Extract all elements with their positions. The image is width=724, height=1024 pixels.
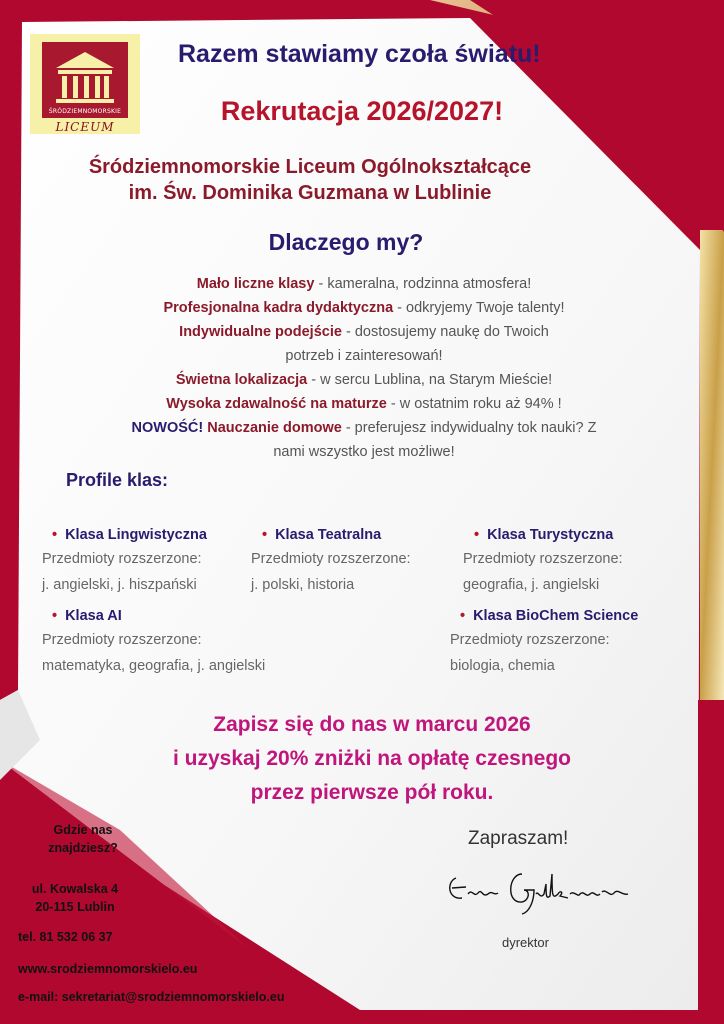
temple-icon (42, 42, 128, 118)
reason-item: Indywidualne podejście - dostosujemy naukę do Twoich potrzeb i zainteresowań! (179, 324, 549, 364)
school-name (30, 154, 590, 206)
class-card (52, 608, 122, 624)
class-card (474, 527, 613, 543)
bullet-icon: • (460, 608, 466, 624)
class-card (262, 527, 381, 543)
contact-heading: Gdzie nas znajdziesz? (48, 823, 118, 855)
promo-line1: Zapisz się do nas w marcu 2026 (213, 713, 531, 736)
class-subjects: Przedmioty rozszerzone: geografia, j. angielski (463, 551, 623, 593)
logo-name: ŚRÓDZIEMNOMORSKIE (48, 108, 122, 115)
address-city: 20-115 Lublin (35, 900, 115, 914)
invite-text: Zapraszam! (468, 828, 569, 849)
class-name: Klasa BioChem Science (473, 608, 639, 624)
class-subjects: Przedmioty rozszerzone: j. polski, historia (251, 551, 411, 593)
reason-item: NOWOŚĆ! Nauczanie domowe - preferujesz indywidualny tok nauki? Z nami wszystko jest możliwe! (131, 420, 597, 460)
bullet-icon: • (262, 527, 268, 543)
class-name: Klasa Teatralna (275, 527, 382, 543)
promo-line3: przez pierwsze pół roku. (250, 781, 494, 804)
class-subjects: Przedmioty rozszerzone: matematyka, geografia, j. angielski (42, 632, 266, 674)
school-name-line1: Śródziemnomorskie Liceum Ogólnokształcące (88, 156, 532, 178)
reason-item: Profesjonalna kadra dydaktyczna - odkryjemy Twoje talenty! (163, 300, 565, 316)
class-card (460, 608, 638, 624)
class-card (52, 527, 207, 543)
why-heading: Dlaczego my? (268, 229, 424, 255)
class-subjects: Przedmioty rozszerzone: biologia, chemia (450, 632, 610, 674)
bullet-icon: • (474, 527, 480, 543)
class-name: Klasa Turystyczna (487, 527, 614, 543)
bullet-icon: • (52, 527, 58, 543)
logo-subtitle: LICEUM (55, 120, 115, 134)
profiles-heading: Profile klas: (66, 470, 169, 490)
signature-role: dyrektor (502, 935, 549, 950)
school-name-line2: im. Św. Dominika Guzmana w Lublinie (128, 182, 492, 204)
promo-text (82, 708, 662, 810)
reasons-list (110, 272, 618, 464)
reason-item: Świetna lokalizacja - w sercu Lublina, na Starym Mieście! (175, 372, 553, 388)
class-name: Klasa AI (65, 608, 122, 624)
reason-item: Wysoka zdawalność na maturze - w ostatnim roku aż 94% ! (166, 396, 562, 412)
address-street: ul. Kowalska 4 (31, 882, 119, 896)
class-name: Klasa Lingwistyczna (65, 527, 207, 543)
contact-phone[interactable]: tel. 81 532 06 37 (18, 930, 113, 944)
recruitment-title: Rekrutacja 2026/2027! (220, 96, 504, 126)
school-logo (30, 34, 140, 134)
promo-line2: i uzyskaj 20% zniżki na opłatę czesnego (173, 747, 571, 770)
slogan: Razem stawiamy czoła światu! (178, 40, 541, 68)
logo-emblem (42, 42, 128, 118)
email-link[interactable]: e-mail: sekretariat@srodziemnomorskielo.eu (18, 990, 285, 1004)
reason-item: Mało liczne klasy - kameralna, rodzinna atmosfera! (196, 276, 532, 292)
contact-address (10, 880, 140, 916)
bullet-icon: • (52, 608, 58, 624)
website-link[interactable]: www.srodziemnomorskielo.eu (18, 962, 198, 976)
class-subjects: Przedmioty rozszerzone: j. angielski, j. hiszpański (42, 551, 202, 593)
signature (442, 860, 642, 920)
